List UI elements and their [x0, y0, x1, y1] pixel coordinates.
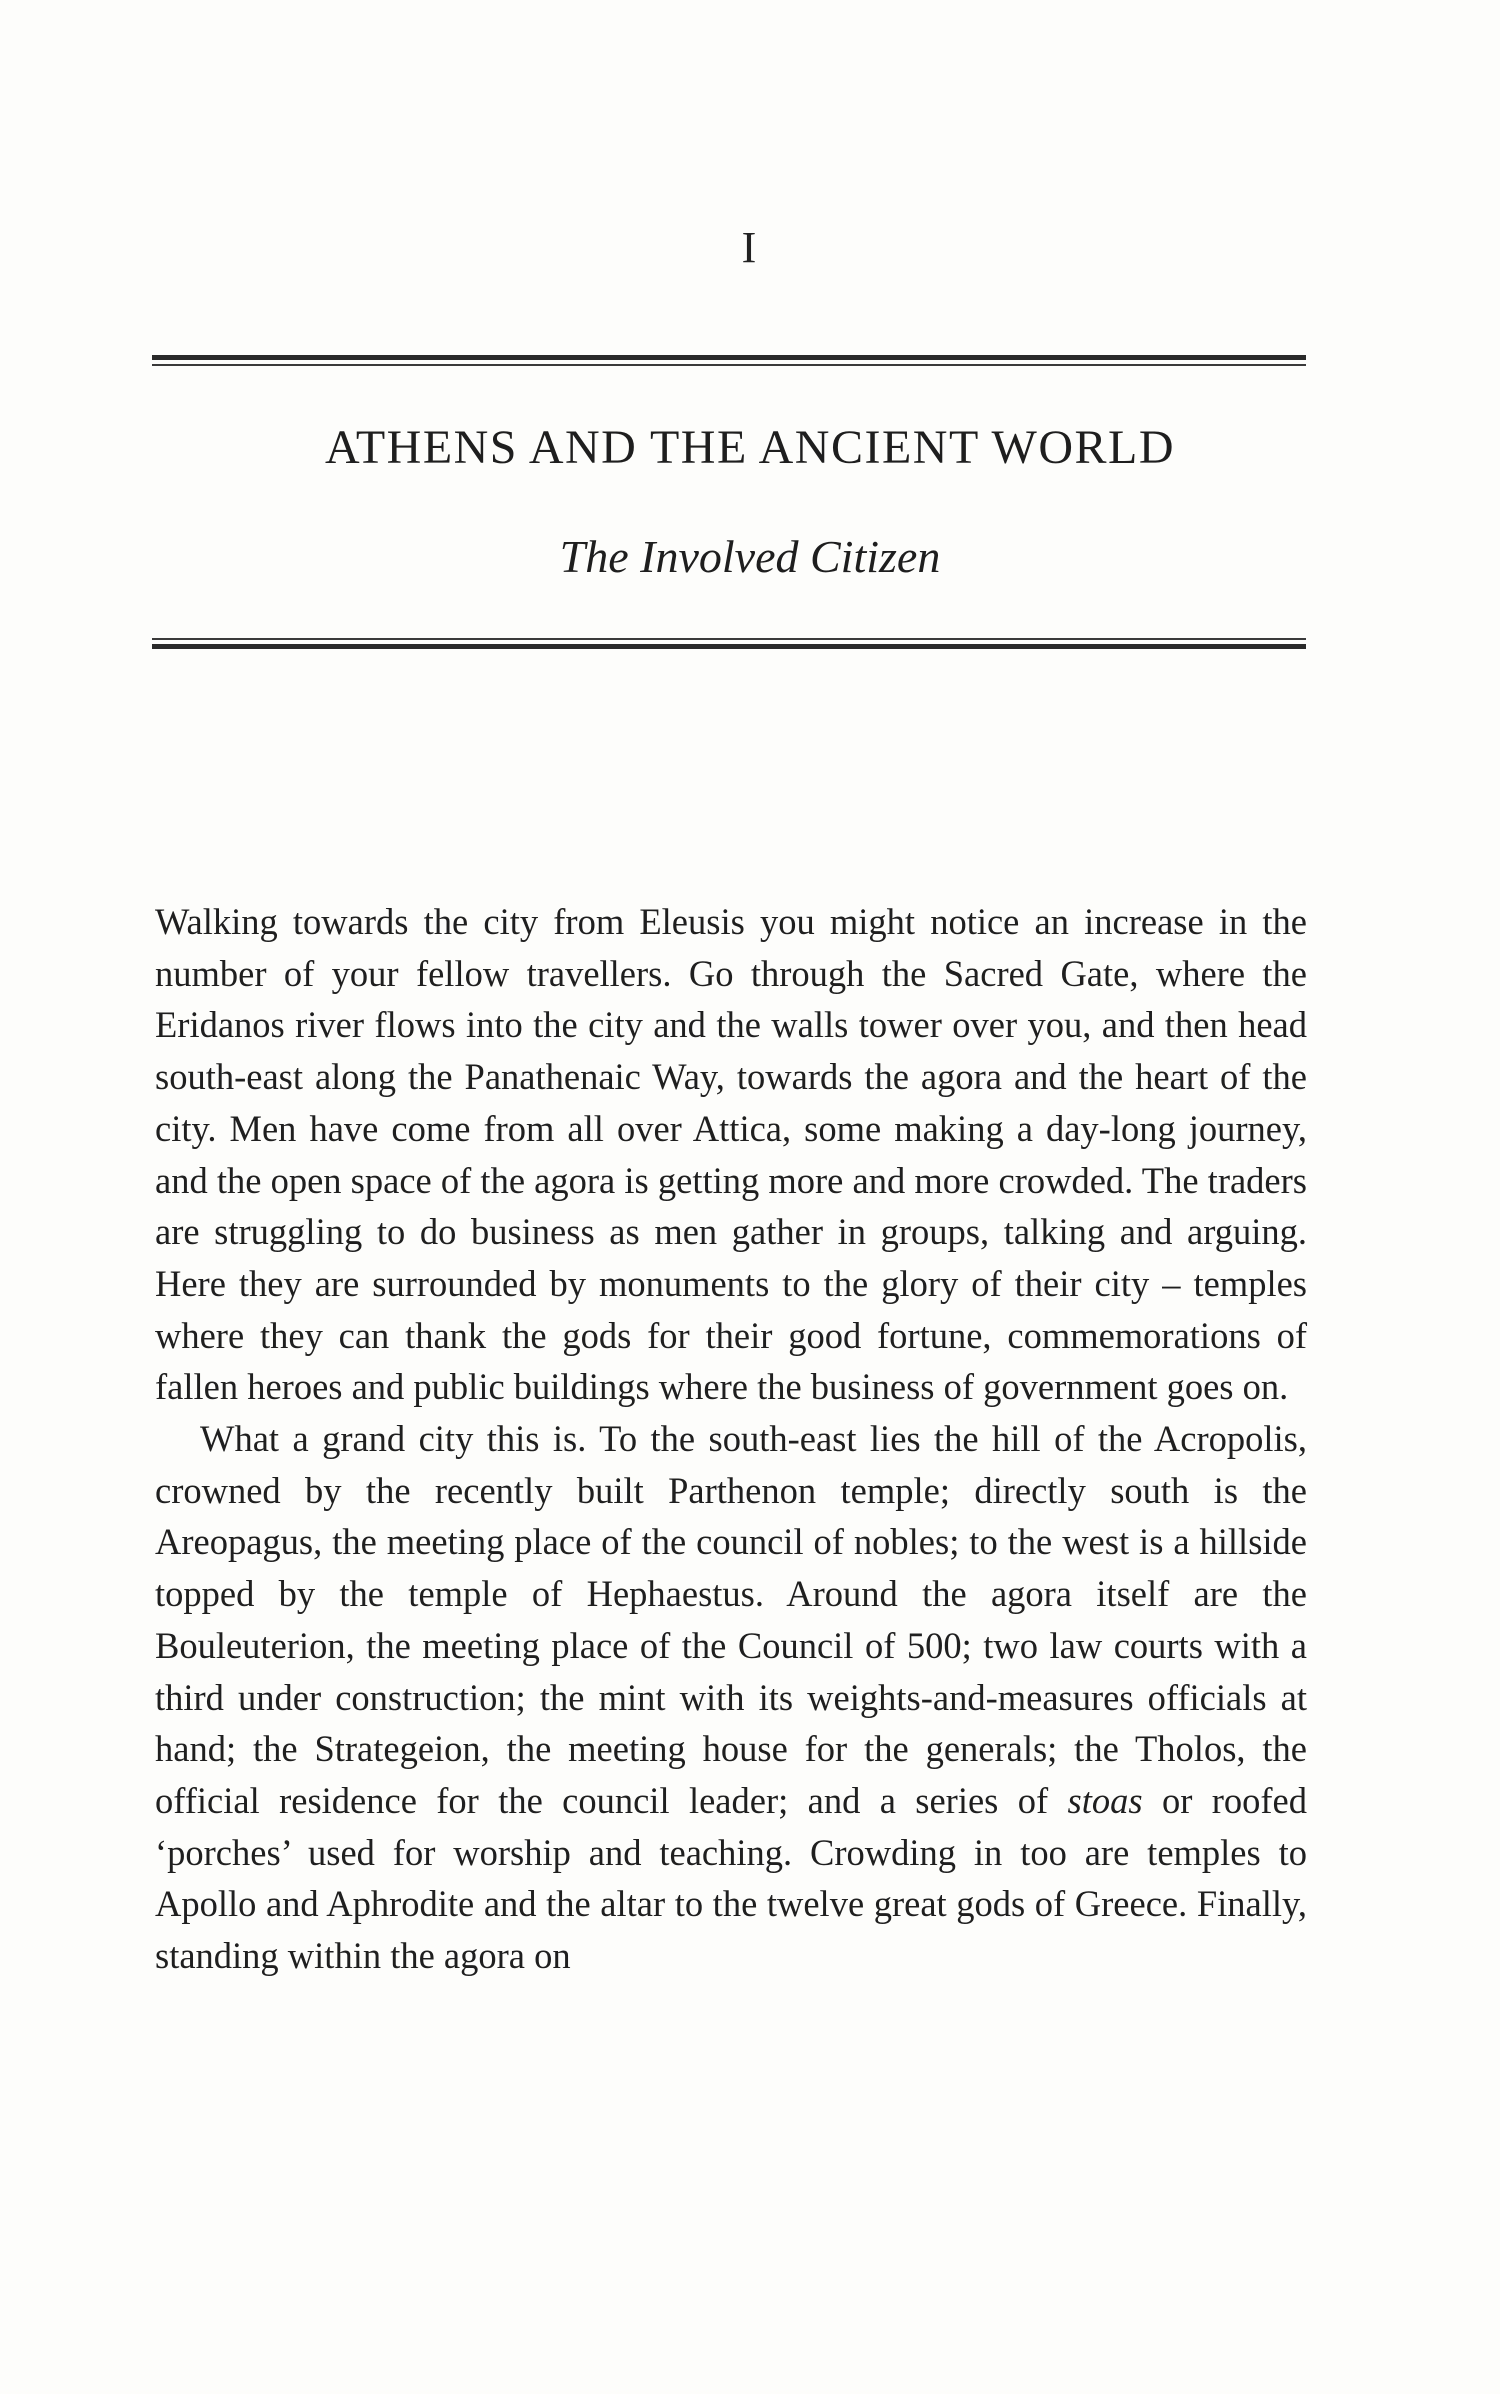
paragraph-1: Walking towards the city from Eleusis you might notice an increase in the number of your fellow travellers. Go through the Sacred Gate, where the Eridanos river flows into the city and the walls tower over you, and then head south-east along the Panathenaic Way, towards the agora and the heart of the city. Men have come from all over Attica, some making a day-long journey, and the open space of the agora is getting more and more crowded. The traders are struggling to do business as men gather in groups, talking and arguing. Here they are surrounded by monuments to the glory of their city – temples where they can thank the gods for their good fortune, commemorations of fallen heroes and public buildings where the business of government goes on. — [155, 901, 1307, 1408]
paragraph-2-text-before-italic: What a grand city this is. To the south-east lies the hill of the Acropolis, crowned by the recently built Parthenon temple; directly south is the Areopagus, the meeting place of the council of nobles; to the west is a hillside topped by the temple of Hephaestus. Around the agora itself are the Bouleuterion, the meeting place of the Council of 500; two law courts with a third under construction; the mint with its weights-and-measures officials at hand; the Strategeion, the meeting house for the generals; the Tholos, the official residence for the council leader; and a series of — [155, 1418, 1307, 1821]
bottom-rule-thick-line — [152, 644, 1306, 649]
paragraph-2-text-after-italic: or roofed ‘porches’ used for worship and teaching. Crowding in too are temples to Apollo and Aphrodite and the altar to the twelve great gods of Greece. Finally, standing within the agora on — [155, 1779, 1308, 1977]
bottom-double-rule — [152, 638, 1306, 649]
paragraph-2 — [155, 1413, 1307, 1982]
chapter-title: ATHENS AND THE ANCIENT WORLD — [324, 421, 1175, 474]
top-rule-thick-line — [152, 355, 1306, 360]
top-rule-thin-line — [152, 364, 1306, 366]
italic-term-stoas: stoas — [1067, 1779, 1143, 1821]
chapter-number: I — [741, 223, 759, 272]
bottom-rule-thin-line — [152, 638, 1306, 640]
top-double-rule — [152, 355, 1306, 366]
chapter-subtitle: The Involved Citizen — [559, 531, 941, 582]
body-text — [155, 896, 1307, 1982]
